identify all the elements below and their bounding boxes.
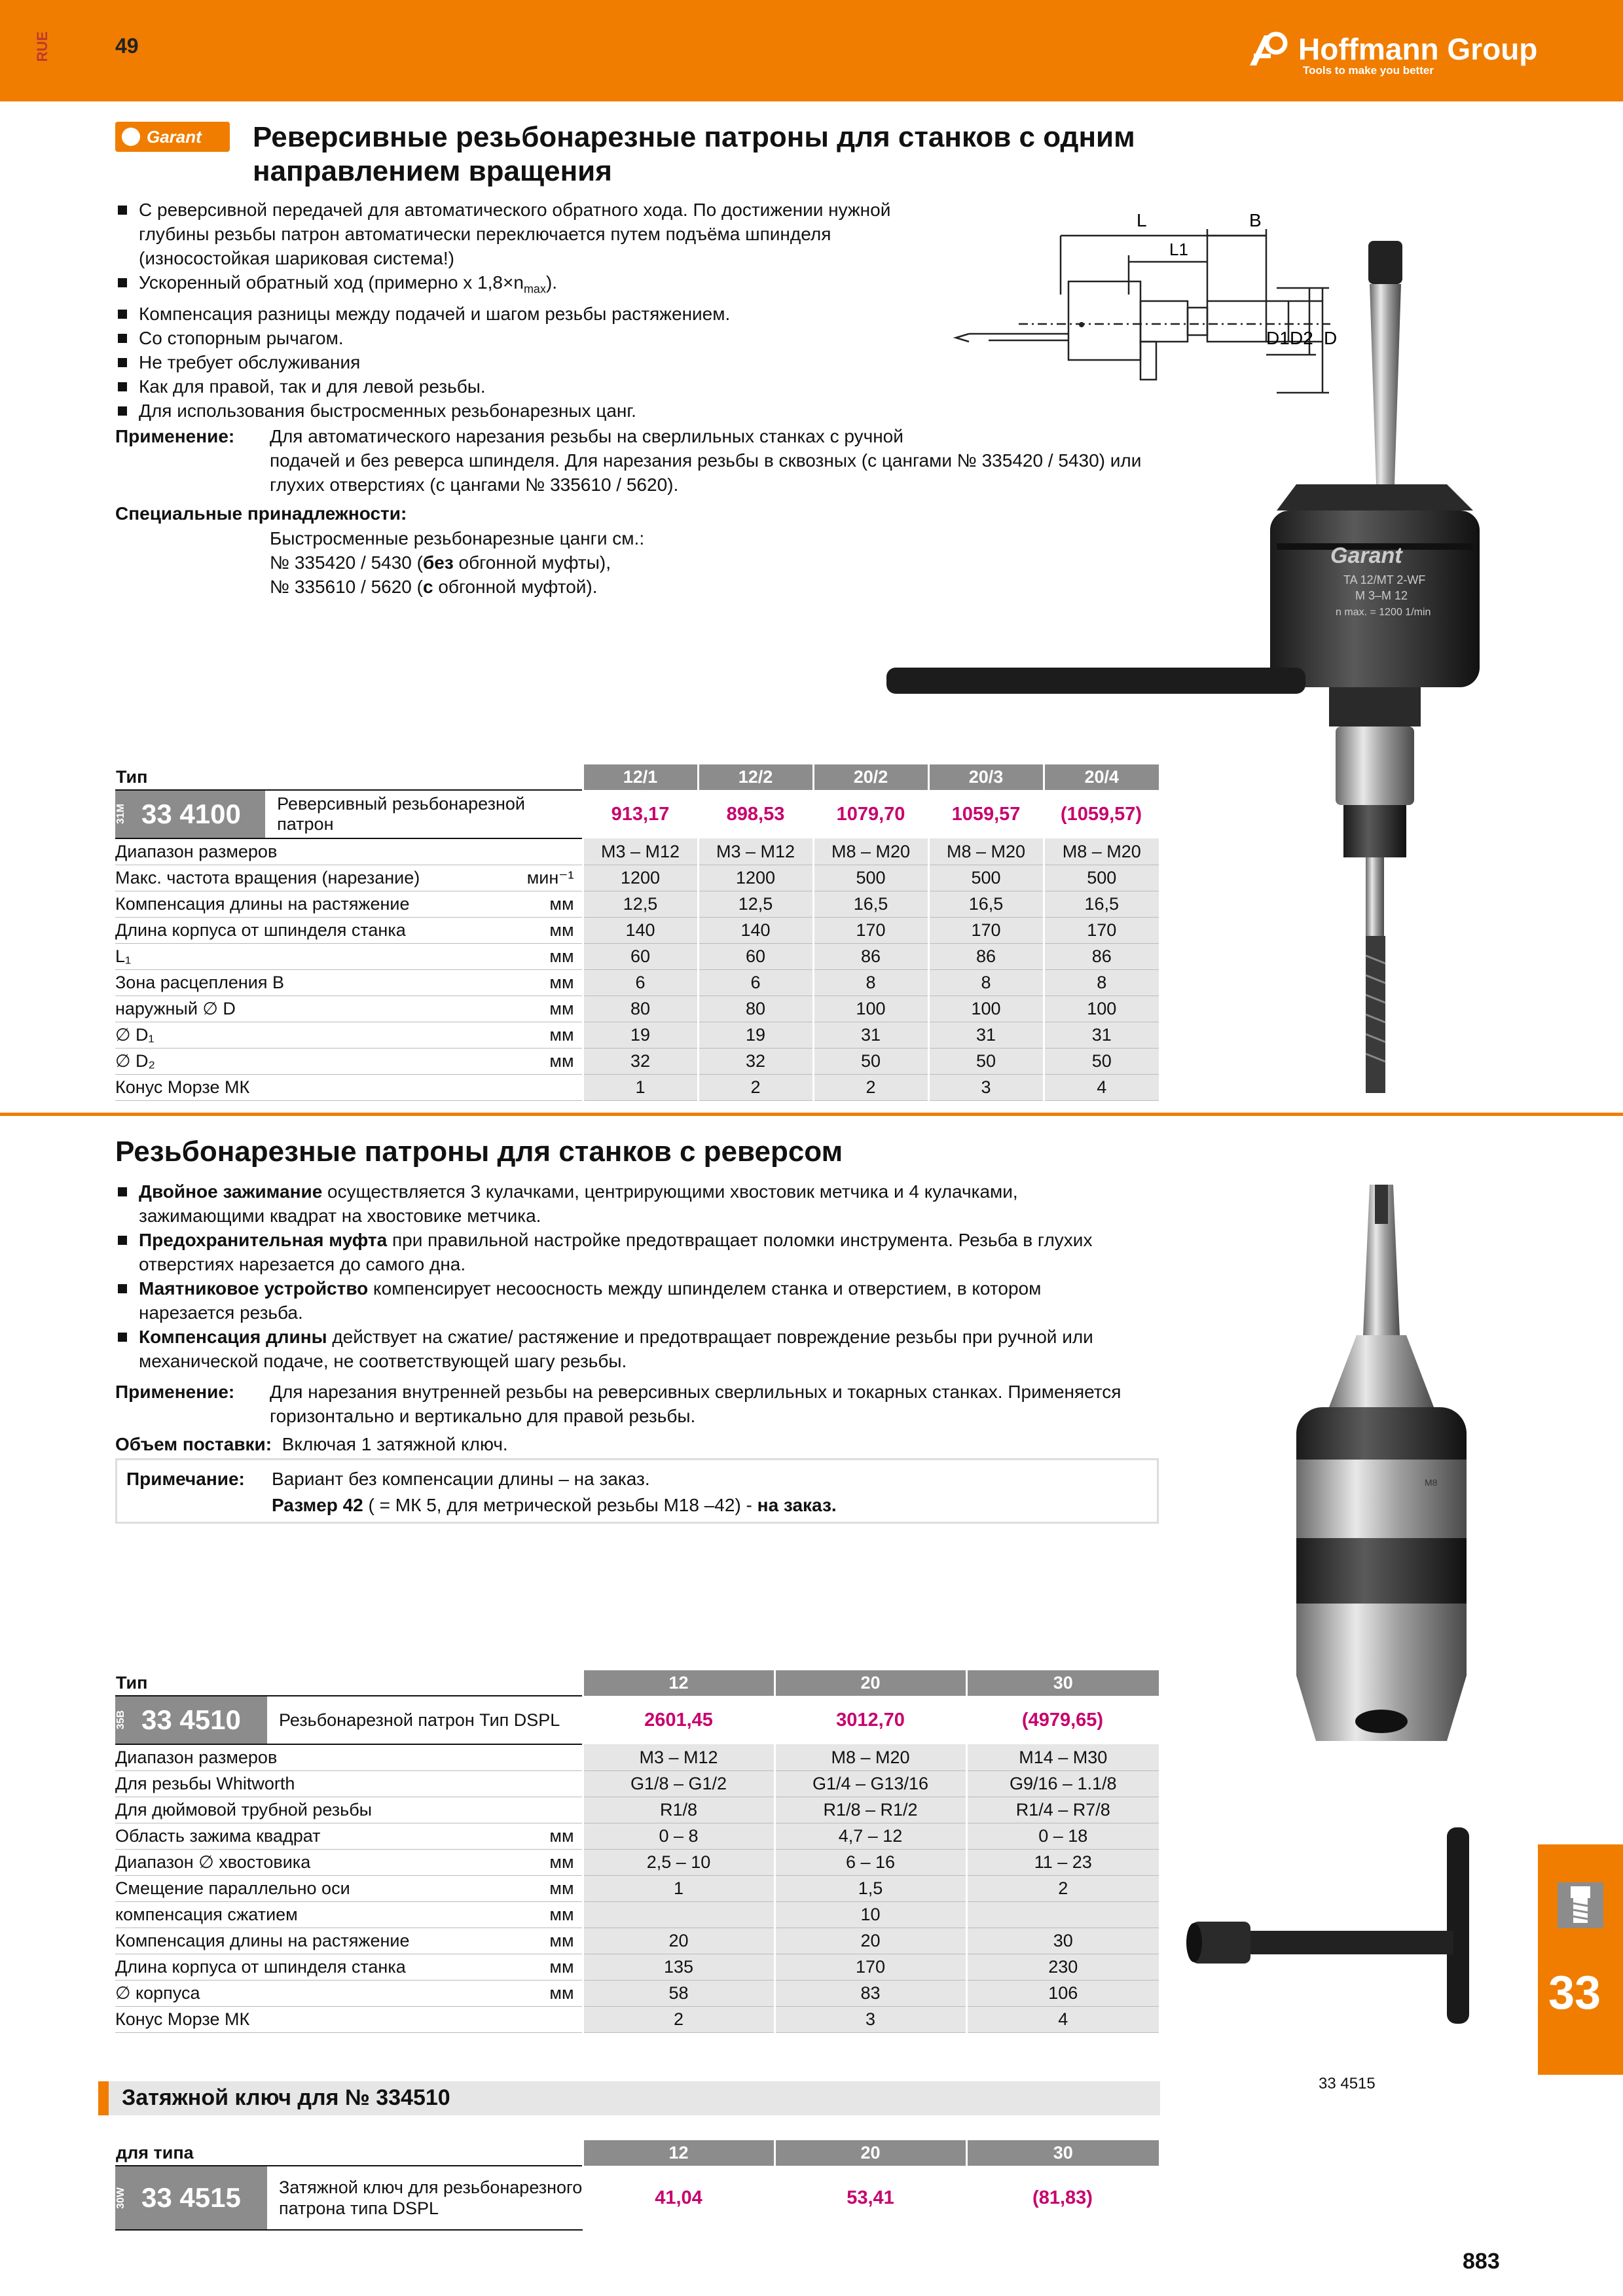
application-label: Применение: — [115, 1382, 235, 1402]
table-cell: 83 — [775, 1981, 966, 2007]
row-unit: мм — [549, 1957, 574, 1977]
table-cell: 100 — [813, 996, 928, 1022]
table-row — [115, 1797, 1159, 1823]
table-row — [115, 1075, 1159, 1101]
table-row — [115, 1850, 1159, 1876]
row-label: Диапазон размеров — [115, 842, 278, 861]
table-cell: 1200 — [583, 865, 698, 891]
row-label: Область зажима квадрат — [115, 1826, 321, 1846]
table-cell: 4 — [1044, 1075, 1159, 1101]
table-cell: G1/4 – G13/16 — [775, 1771, 966, 1797]
note-box — [115, 1458, 1159, 1524]
table-header-row — [115, 1670, 1159, 1696]
row-unit: мм — [549, 973, 574, 992]
table-cell: G1/8 – G1/2 — [583, 1771, 775, 1797]
table-cell: M3 – M12 — [698, 838, 813, 865]
table-cell: 6 — [583, 970, 698, 996]
row-label: Конус Морзе МК — [115, 1077, 250, 1097]
article-number: 35B 33 4510 — [115, 1696, 267, 1744]
table-cell: M3 – M12 — [583, 1744, 775, 1771]
table-cell: 19 — [583, 1022, 698, 1049]
chuck-engraving: M8 — [1425, 1477, 1438, 1488]
table-cell: 86 — [928, 944, 1044, 970]
price-cell: 53,41 — [847, 2187, 894, 2208]
table-cell: 50 — [1044, 1049, 1159, 1075]
table-cell: 3 — [775, 2007, 966, 2033]
table-cell: 16,5 — [813, 891, 928, 918]
price-row — [115, 790, 1159, 838]
type-col: 20 — [775, 2140, 966, 2166]
table-cell: R1/4 – R7/8 — [966, 1797, 1159, 1823]
bullet-continuation: механической подаче, не соответствующей шагу резьбы. — [139, 1351, 627, 1371]
spec-table-334515 — [115, 2140, 1159, 2231]
group-code: 30W — [115, 2187, 126, 2209]
row-unit: мм — [549, 1878, 574, 1898]
row-unit: мм — [549, 1051, 574, 1071]
bullet-item: Ускоренный обратный ход (примерно х $1,8\times n_{max}$). — [115, 270, 940, 302]
row-label: Конус Морзе МК — [115, 2009, 250, 2029]
product-name: Реверсивный резьбонарезной патрон — [277, 794, 525, 834]
bullet-item: С реверсивной передачей для автоматического обратного хода. По достижении нужной — [115, 198, 940, 222]
note-line2: Размер 42 ( = МК 5, для метрической резьбы М18 –42) - на заказ. — [272, 1495, 837, 1515]
table-cell: 500 — [928, 865, 1044, 891]
table-cell: 11 – 23 — [966, 1850, 1159, 1876]
row-unit — [574, 1077, 582, 1098]
row-label: Длина корпуса от шпинделя станка — [115, 1957, 406, 1977]
scope-of-delivery: Объем поставки: Включая 1 затяжной ключ. — [115, 1434, 508, 1454]
type-col: 12/1 — [583, 764, 698, 790]
table-cell: 100 — [928, 996, 1044, 1022]
engraving-line1: TA 12/MT 2-WF — [1343, 573, 1426, 586]
table-cell: 170 — [928, 918, 1044, 944]
section1-title-line2: направлением вращения — [253, 155, 612, 187]
row-label: Длина корпуса от шпинделя станка — [115, 920, 406, 940]
spec-rows — [115, 838, 1159, 1101]
price-cell: 1059,57 — [951, 803, 1021, 825]
row-label: Диапазон ∅ хвостовика — [115, 1852, 311, 1872]
table-cell: 20 — [583, 1928, 775, 1954]
table-cell: 170 — [775, 1954, 966, 1981]
table-cell: 170 — [1044, 918, 1159, 944]
type-col: 12/2 — [698, 764, 813, 790]
table-cell: 100 — [1044, 996, 1159, 1022]
bullet-item: Предохранительная муфта при правильной настройке предотвращает поломки инструмента. Резьба в глухих — [115, 1228, 1163, 1252]
section1-bullets — [115, 198, 940, 423]
key-image-caption: 33 4515 — [1319, 2075, 1376, 2092]
table-cell: 86 — [813, 944, 928, 970]
application-text: Для автоматического нарезания резьбы на сверлильных станках с ручной подачей и без реверса шпинделя. Для нарезания резьбы в сквозных (с цангами № 335420 / 5430) или глухих отверстиях (с цангами № 335610 / 5620). — [270, 426, 1142, 495]
section2-title: Резьбонарезные патроны для станков с реверсом — [115, 1136, 843, 1168]
section1-title-line1: Реверсивные резьбонарезные патроны для станков с одним — [253, 121, 1135, 153]
bullet-item: Как для правой, так и для левой резьбы. — [115, 374, 940, 399]
row-label: Диапазон размеров — [115, 1748, 278, 1767]
row-label: наружный ∅ D — [115, 999, 236, 1018]
table-cell — [583, 1902, 775, 1928]
language-code: RUE — [34, 31, 50, 62]
row-unit: мм — [549, 1826, 574, 1846]
bullet-continuation: глубины резьбы патрон автоматически переключается путем подъёма шпинделя — [139, 224, 831, 244]
table-cell: 106 — [966, 1981, 1159, 2007]
footer-page-number: 883 — [1463, 2249, 1500, 2274]
header-bar — [0, 0, 1623, 101]
accessory-title: Затяжной ключ для № 334510 — [122, 2085, 450, 2110]
table-row — [115, 1022, 1159, 1049]
type-col: 20 — [775, 1670, 966, 1696]
row-unit: мм — [549, 1852, 574, 1872]
table-cell: 16,5 — [1044, 891, 1159, 918]
row-unit: мм — [549, 1983, 574, 2003]
spec-table-334100 — [115, 764, 1159, 1101]
table-cell: 1,5 — [775, 1876, 966, 1902]
price-cell: 898,53 — [726, 803, 785, 825]
table-cell: 50 — [928, 1049, 1044, 1075]
table-cell: R1/8 – R1/2 — [775, 1797, 966, 1823]
bullet-continuation: (износостойкая шариковая система!) — [139, 248, 454, 268]
chuck-key-image — [1178, 1820, 1519, 2055]
catalog-page-number: 49 — [115, 34, 139, 58]
price-cell: 2601,45 — [644, 1709, 713, 1731]
spec-table-334510 — [115, 1670, 1159, 2033]
bullet-item: Маятниковое устройство компенсирует несоосность между шпинделем станка и отверстием, в котором — [115, 1276, 1163, 1300]
brand-tagline: Tools to make you better — [1303, 64, 1434, 77]
table-cell: 4,7 – 12 — [775, 1823, 966, 1850]
row-unit — [574, 2009, 582, 2030]
table-cell: 8 — [1044, 970, 1159, 996]
table-cell: 32 — [698, 1049, 813, 1075]
article-number: 31M 33 4100 — [115, 791, 265, 838]
table-cell: 1200 — [698, 865, 813, 891]
price-cell: 3012,70 — [836, 1709, 905, 1731]
hoffmann-group-logo — [1247, 26, 1561, 79]
table-cell: G9/16 – 1.1/8 — [966, 1771, 1159, 1797]
bullet-item: Со стопорным рычагом. — [115, 326, 940, 350]
table-cell: 31 — [1044, 1022, 1159, 1049]
spec-rows — [115, 1744, 1159, 2033]
table-row — [115, 838, 1159, 865]
table-cell: 12,5 — [698, 891, 813, 918]
row-unit — [574, 1774, 582, 1794]
row-unit: мм — [549, 999, 574, 1018]
bullet-continuation: отверстиях нарезается до самого дна. — [139, 1254, 466, 1274]
price-row — [115, 2166, 1159, 2230]
table-row — [115, 1981, 1159, 2007]
bullet-continuation: зажимающими квадрат на хвостовике метчика. — [139, 1206, 541, 1226]
table-cell: 10 — [775, 1902, 966, 1928]
chapter-side-tab — [1538, 1844, 1623, 2075]
row-label: L₁ — [115, 946, 132, 966]
table-cell: M8 – M20 — [775, 1744, 966, 1771]
table-cell: M8 – M20 — [813, 838, 928, 865]
bullet-item: Компенсация длины действует на сжатие/ растяжение и предотвращает повреждение резьбы при ручной или — [115, 1325, 1163, 1349]
table-cell — [966, 1902, 1159, 1928]
table-cell: 31 — [928, 1022, 1044, 1049]
engraving-line3: n max. = 1200 1/min — [1336, 607, 1431, 618]
dim-label-D: D — [1324, 328, 1338, 348]
table-cell: 2 — [583, 2007, 775, 2033]
type-label: Тип — [115, 764, 583, 790]
price-cell: (1059,57) — [1060, 803, 1142, 825]
table-row — [115, 970, 1159, 996]
table-cell: 1 — [583, 1876, 775, 1902]
table-row — [115, 865, 1159, 891]
dim-label-D2: D2 — [1290, 328, 1313, 348]
application-label: Применение: — [115, 426, 235, 446]
brand-name: Hoffmann Group — [1298, 32, 1538, 66]
application-text: Для нарезания внутренней резьбы на реверсивных сверлильных и токарных станках. Применяется горизонтально и вертикально для правой резьбы. — [270, 1382, 1122, 1426]
table-cell: 80 — [698, 996, 813, 1022]
table-cell: 31 — [813, 1022, 928, 1049]
table-cell: 4 — [966, 2007, 1159, 2033]
product-name: Затяжной ключ для резьбонарезного патрона типа DSPL — [279, 2178, 583, 2218]
type-col: 20/2 — [813, 764, 928, 790]
price-cell: 41,04 — [655, 2187, 702, 2208]
table-cell: 32 — [583, 1049, 698, 1075]
table-row — [115, 1928, 1159, 1954]
note-label: Примечание: — [126, 1469, 245, 1489]
type-label: для типа — [115, 2140, 583, 2166]
table-cell: 2 — [698, 1075, 813, 1101]
engraving-line2: M 3–M 12 — [1355, 589, 1408, 602]
price-row — [115, 1696, 1159, 1744]
bullet-item: Компенсация разницы между подачей и шагом резьбы растяжением. — [115, 302, 940, 326]
table-row — [115, 1902, 1159, 1928]
row-label: Для резьбы Whitworth — [115, 1774, 295, 1793]
row-unit: мин⁻¹ — [526, 868, 574, 888]
bullet-item: Двойное зажимание осуществляется 3 кулачками, центрирующими хвостовик метчика и 4 кулачками, — [115, 1179, 1163, 1204]
note-line1: Вариант без компенсации длины – на заказ. — [272, 1469, 650, 1489]
table-cell: 2 — [813, 1075, 928, 1101]
table-header-row — [115, 764, 1159, 790]
table-cell: 2,5 – 10 — [583, 1850, 775, 1876]
type-col: 20/4 — [1044, 764, 1159, 790]
price-cell: 1079,70 — [836, 803, 905, 825]
accessory-heading-bar — [98, 2081, 1160, 2115]
table-cell: 8 — [928, 970, 1044, 996]
table-row — [115, 996, 1159, 1022]
tapping-chuck-dspl-image — [1283, 1178, 1480, 1754]
row-unit: мм — [549, 1025, 574, 1045]
row-unit — [574, 842, 582, 862]
type-col: 12 — [583, 2140, 775, 2166]
price-cell: (81,83) — [1032, 2187, 1093, 2208]
table-cell: 8 — [813, 970, 928, 996]
engraving-brand: Garant — [1330, 543, 1402, 568]
row-unit — [574, 1800, 582, 1820]
table-cell: 20 — [775, 1928, 966, 1954]
table-cell: 6 – 16 — [775, 1850, 966, 1876]
group-code: 31M — [115, 804, 126, 825]
row-unit: мм — [549, 894, 574, 914]
table-cell: 3 — [928, 1075, 1044, 1101]
row-unit: мм — [549, 1931, 574, 1950]
table-cell: 58 — [583, 1981, 775, 2007]
row-label: Смещение параллельно оси — [115, 1878, 350, 1898]
row-label: Зона расцепления B — [115, 973, 284, 992]
row-unit: мм — [549, 1905, 574, 1924]
table-cell: 140 — [698, 918, 813, 944]
row-label: Для дюймовой трубной резьбы — [115, 1800, 373, 1820]
table-cell: 2 — [966, 1876, 1159, 1902]
table-cell: 60 — [583, 944, 698, 970]
type-col: 12 — [583, 1670, 775, 1696]
row-label: компенсация сжатием — [115, 1905, 298, 1924]
row-label: ∅ корпуса — [115, 1983, 200, 2003]
row-label: ∅ D₂ — [115, 1051, 156, 1071]
table-row — [115, 944, 1159, 970]
table-row — [115, 1823, 1159, 1850]
table-cell: R1/8 — [583, 1797, 775, 1823]
garant-logo: Garant — [115, 122, 230, 152]
type-label: Тип — [115, 1670, 583, 1696]
table-cell: 140 — [583, 918, 698, 944]
type-col: 30 — [966, 2140, 1159, 2166]
type-col: 20/3 — [928, 764, 1044, 790]
table-cell: 30 — [966, 1928, 1159, 1954]
table-cell: 0 – 8 — [583, 1823, 775, 1850]
table-cell: 1 — [583, 1075, 698, 1101]
table-cell: 500 — [1044, 865, 1159, 891]
table-header-row — [115, 2140, 1159, 2166]
table-row — [115, 2007, 1159, 2033]
table-cell: M14 – M30 — [966, 1744, 1159, 1771]
table-cell: 6 — [698, 970, 813, 996]
bullet-item: Не требует обслуживания — [115, 350, 940, 374]
table-cell: M3 – M12 — [583, 838, 698, 865]
price-cell: (4979,65) — [1021, 1709, 1104, 1731]
row-label: Компенсация длины на растяжение — [115, 1931, 410, 1950]
row-unit: мм — [549, 946, 574, 966]
product-name: Резьбонарезной патрон Тип DSPL — [279, 1710, 560, 1730]
table-cell: 50 — [813, 1049, 928, 1075]
table-cell: 230 — [966, 1954, 1159, 1981]
dim-label-D1: D1 — [1266, 328, 1290, 348]
article-number: 30W 33 4515 — [115, 2166, 267, 2229]
bullet-item: Для использования быстросменных резьбонарезных цанг. — [115, 399, 940, 423]
dim-label-L: L — [1137, 210, 1147, 230]
row-unit — [574, 1748, 582, 1768]
accessories-text: Быстросменные резьбонарезные цанги см.: № 335420 / 5430 (без обгонной муфты), № 335610 / 5620 (с обгонной муфтой). — [270, 528, 645, 597]
table-cell: M8 – M20 — [1044, 838, 1159, 865]
chapter-number: 33 — [1548, 1967, 1601, 2019]
table-row — [115, 1771, 1159, 1797]
bullet-continuation: нарезается резьба. — [139, 1302, 303, 1323]
accessories-label: Специальные принадлежности: — [115, 503, 407, 524]
table-cell: 0 – 18 — [966, 1823, 1159, 1850]
section-divider — [0, 1113, 1623, 1116]
table-row — [115, 1049, 1159, 1075]
table-row — [115, 918, 1159, 944]
row-label: Компенсация длины на растяжение — [115, 894, 410, 914]
table-cell: M8 – M20 — [928, 838, 1044, 865]
table-cell: 86 — [1044, 944, 1159, 970]
group-code: 35B — [115, 1710, 126, 1730]
table-row — [115, 1876, 1159, 1902]
dim-label-L1: L1 — [1169, 240, 1188, 259]
table-cell: 500 — [813, 865, 928, 891]
type-col: 30 — [966, 1670, 1159, 1696]
row-label: ∅ D₁ — [115, 1025, 155, 1045]
table-cell: 12,5 — [583, 891, 698, 918]
table-cell: 80 — [583, 996, 698, 1022]
tapping-chapter-icon — [1558, 1882, 1603, 1928]
section2-bullets — [115, 1179, 1163, 1373]
price-cell: 913,17 — [611, 803, 670, 825]
hoffmann-logo-icon — [1247, 26, 1293, 72]
table-cell: 170 — [813, 918, 928, 944]
table-cell: 16,5 — [928, 891, 1044, 918]
table-row — [115, 891, 1159, 918]
row-unit: мм — [549, 920, 574, 940]
table-row — [115, 1954, 1159, 1981]
table-cell: 135 — [583, 1954, 775, 1981]
table-row — [115, 1744, 1159, 1771]
dim-label-B: B — [1249, 210, 1262, 230]
row-label: Макс. частота вращения (нарезание) — [115, 868, 420, 888]
table-cell: 60 — [698, 944, 813, 970]
table-cell: 19 — [698, 1022, 813, 1049]
